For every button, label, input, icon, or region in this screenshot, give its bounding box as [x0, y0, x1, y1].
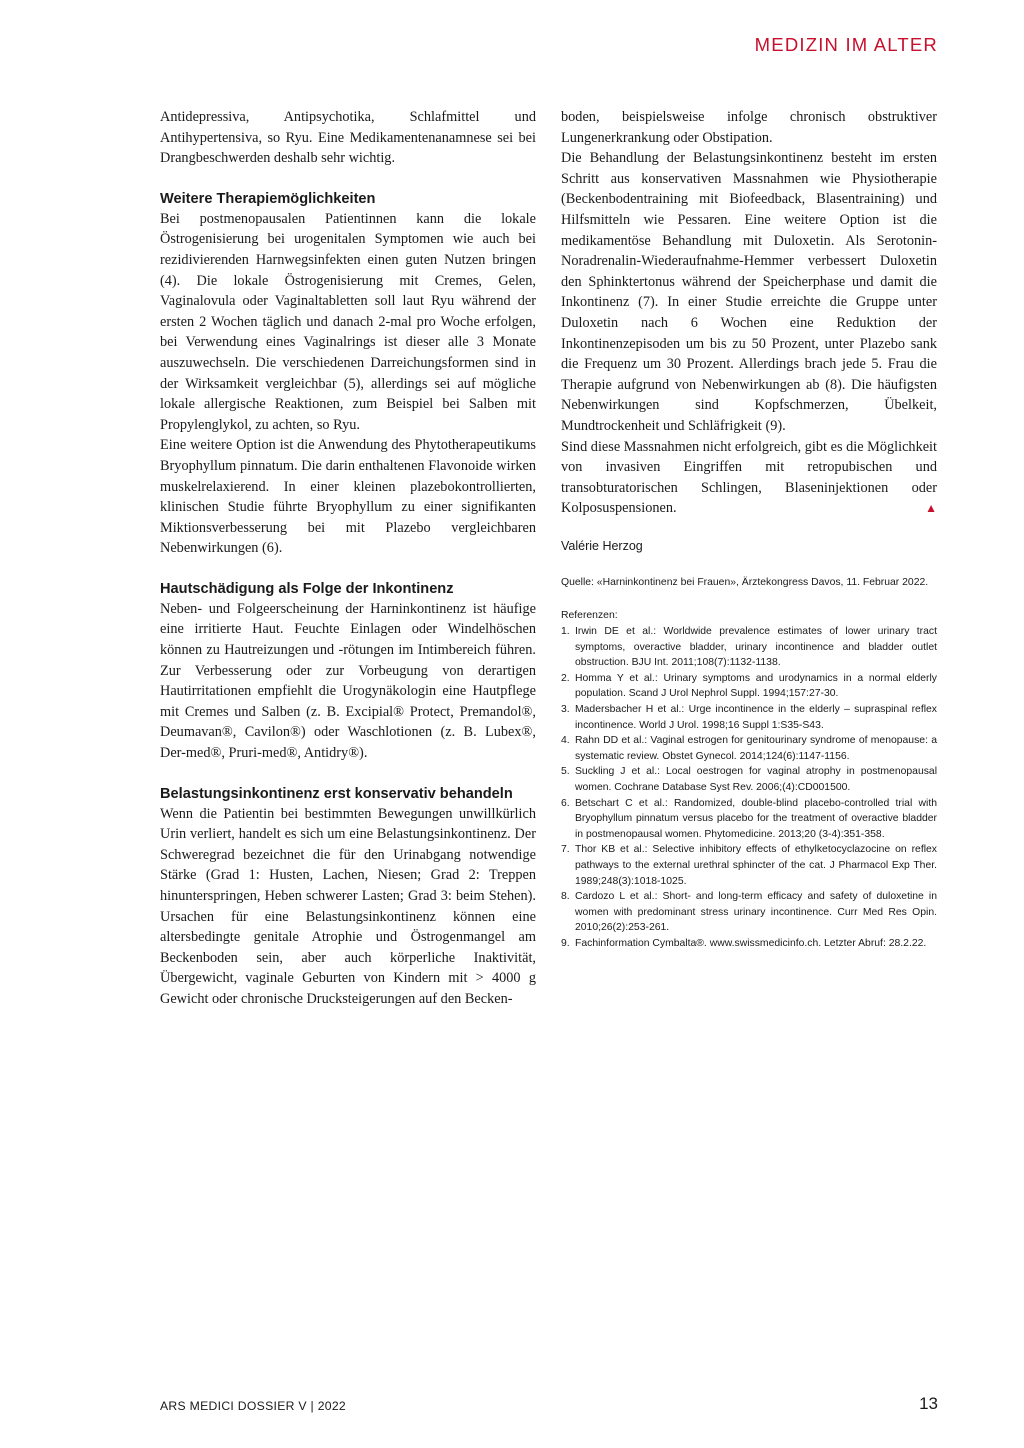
paragraph	[561, 437, 937, 519]
reference-item: 8. Cardozo L et al.: Short- and long-term efficacy and safety of duloxetine in women with predominant stress urinary incontinence. Curr Med Res Opin. 2010;26(2):253-261.	[561, 891, 937, 934]
paragraph: Bei postmenopausalen Patientinnen kann die lokale Östrogenisierung bei urogenitalen Symptomen wie auch bei rezidivierenden Harnwegsinfekten einen guten Nutzen bringen (4). Die lokale Östrogenisierung mit Cremes, Gelen, Vaginalovula oder Vaginaltabletten soll laut Ryu während der ersten 2 Wochen täglich und danach 2-mal pro Woche erfolgen, bei Verwendung eines Vaginalrings ist dieser alle 3 Monate auszuwechseln. Die verschiedenen Darreichungsformen sind in der Wirksamkeit vergleichbar (5), allerdings sei auf mögliche lokale allergische Reaktionen, zum Beispiel bei Salben mit Propylenglykol, zu achten, so Ryu.	[160, 210, 536, 433]
section-label: MEDIZIN IM ALTER	[754, 34, 938, 55]
paragraph: Antidepressiva, Antipsychotika, Schlafmittel und Antihypertensiva, so Ryu. Eine Medikamentenanamnese sei bei Drangbeschwerden deshalb sehr wichtig.	[160, 109, 536, 167]
paragraph: Eine weitere Option ist die Anwendung des Phytotherapeutikums Bryophyllum pinnatum. Die darin enthaltenen Flavonoide wirken muskelrelaxierend. In einer kleinen plazebokontrollierten, klinischen Studie führte Bryophyllum zu einer signifikanten Miktionsverbesserung bei mit Plazebo vergleichbaren Nebenwirkungen (6).	[160, 437, 536, 557]
publication-footer: ARS MEDICI DOSSIER V | 2022	[160, 1399, 347, 1413]
page-number: 13	[919, 1394, 938, 1413]
references-list	[561, 624, 937, 951]
reference-item: 6. Betschart C et al.: Randomized, double-blind placebo-controlled trial with Bryophyllum pinnatum versus placebo for the treatment of overactive bladder in postmenopausal women. Phytomedicine. 2013;20 (3-4):351-358.	[561, 797, 937, 840]
reference-item: 7. Thor KB et al.: Selective inhibitory effects of ethylketocyclazocine on reflex pathways to the external urethral sphincter of the cat. J Pharmacol Exp Ther. 1989;248(3):1018-1025.	[561, 844, 937, 887]
reference-item: 5. Suckling J et al.: Local oestrogen for vaginal atrophy in postmenopausal women. Cochrane Database Syst Rev. 2006;(4):CD001500.	[561, 766, 937, 793]
paragraph: boden, beispielsweise infolge chronisch obstruktiver Lungenerkrankung oder Obstipation.	[561, 109, 937, 146]
end-of-article-icon: ▲	[925, 501, 937, 516]
reference-item: 3. Madersbacher H et al.: Urge incontinence in the elderly – supraspinal reflex incontinence. World J Urol. 1998;16 Suppl 1:S35-S43.	[561, 704, 937, 731]
left-column	[160, 107, 536, 1010]
section-heading: Belastungsinkontinenz erst konservativ behandeln	[160, 785, 513, 802]
references-label: Referenzen:	[561, 610, 618, 622]
author-name: Valérie Herzog	[561, 538, 643, 553]
reference-item: 4. Rahn DD et al.: Vaginal estrogen for genitourinary syndrome of menopause: a systematic review. Obstet Gynecol. 2014;124(6):1147-1156.	[561, 735, 937, 762]
paragraph-text: Sind diese Massnahmen nicht erfolgreich, gibt es die Möglichkeit von invasiven Eingriffen mit retropubischen und transobturatorischen Schlingen, Blaseninjektionen oder Kolposuspensionen.	[561, 438, 938, 517]
paragraph: Wenn die Patientin bei bestimmten Bewegungen unwillkürlich Urin verliert, handelt es sich um eine Belastungsinkontinenz. Der Schweregrad bezeichnet die für den Urinabgang notwendige Stärke (Grad 1: Husten, Lachen, Niesen; Grad 2: Treppen hinunterspringen, Heben schwerer Lasten; Grad 3: beim Stehen). Ursachen für eine Belastungsinkontinenz können eine altersbedingte genitale Atrophie und Östrogenmangel am Beckenboden sein, aber auch körperliche Inaktivität, Übergewicht, vaginale Geburten von Kindern mit > 4000 g Gewicht oder chronische Drucksteigerungen auf den Becken-	[160, 805, 536, 1007]
paragraph: Die Behandlung der Belastungsinkontinenz besteht im ersten Schritt aus konservativen Massnahmen wie Physiotherapie (Beckenbodentraining mit Biofeedback, Blasentraining) und Hilfsmitteln wie Pessaren. Eine weitere Option ist die medikamentöse Behandlung mit Duloxetin. Als Serotonin-Noradrenalin-Wiederaufnahme-Hemmer verbessert Duloxetin den Sphinktertonus während der Speicherphase und damit die Inkontinenz (7). In einer Studie erreichte die Gruppe unter Duloxetin nach 6 Wochen eine Reduktion der Inkontinenzepisoden um bis zu 50 Prozent, unter Plazebo sank die Frequenz um 30 Prozent. Allerdings brach jede 5. Frau die Therapie aufgrund von Nebenwirkungen ab (8). Die häufigsten Nebenwirkungen sind Kopfschmerzen, Übelkeit, Mundtrockenheit und Schläfrigkeit (9).	[561, 150, 937, 434]
source-note: Quelle: «Harninkontinenz bei Frauen», Ärztekongress Davos, 11. Februar 2022.	[561, 576, 929, 588]
section-heading: Weitere Therapiemöglichkeiten	[160, 190, 376, 207]
right-column	[561, 107, 937, 952]
reference-item: 9. Fachinformation Cymbalta®. www.swissmedicinfo.ch. Letzter Abruf: 28.2.22.	[561, 937, 927, 949]
section-heading: Hautschädigung als Folge der Inkontinenz	[160, 580, 454, 597]
paragraph: Neben- und Folgeerscheinung der Harninkontinenz ist häufige eine irritierte Haut. Feuchte Einlagen oder Windelhöschen können zu Hautreizungen und -rötungen im Intimbereich führen. Zur Verbesserung oder zur Vorbeugung von derartigen Hautirritationen empfiehlt die Urogynäkologin eine Hautpflege mit Cremes und Salben (z. B. Excipial® Protect, Premandol®, Deumavan®, Cavilon®) oder Waschlotionen (z. B. Lubex®, Der-med®, Pruri-med®, Antidry®).	[160, 600, 536, 762]
reference-item: 1. Irwin DE et al.: Worldwide prevalence estimates of lower urinary tract symptoms, overactive bladder, urinary incontinence and bladder outlet obstruction. BJU Int. 2011;108(7):1132-1138.	[561, 626, 937, 669]
reference-item: 2. Homma Y et al.: Urinary symptoms and urodynamics in a normal elderly population. Scand J Urol Nephrol Suppl. 1994;157:27-30.	[561, 672, 937, 700]
